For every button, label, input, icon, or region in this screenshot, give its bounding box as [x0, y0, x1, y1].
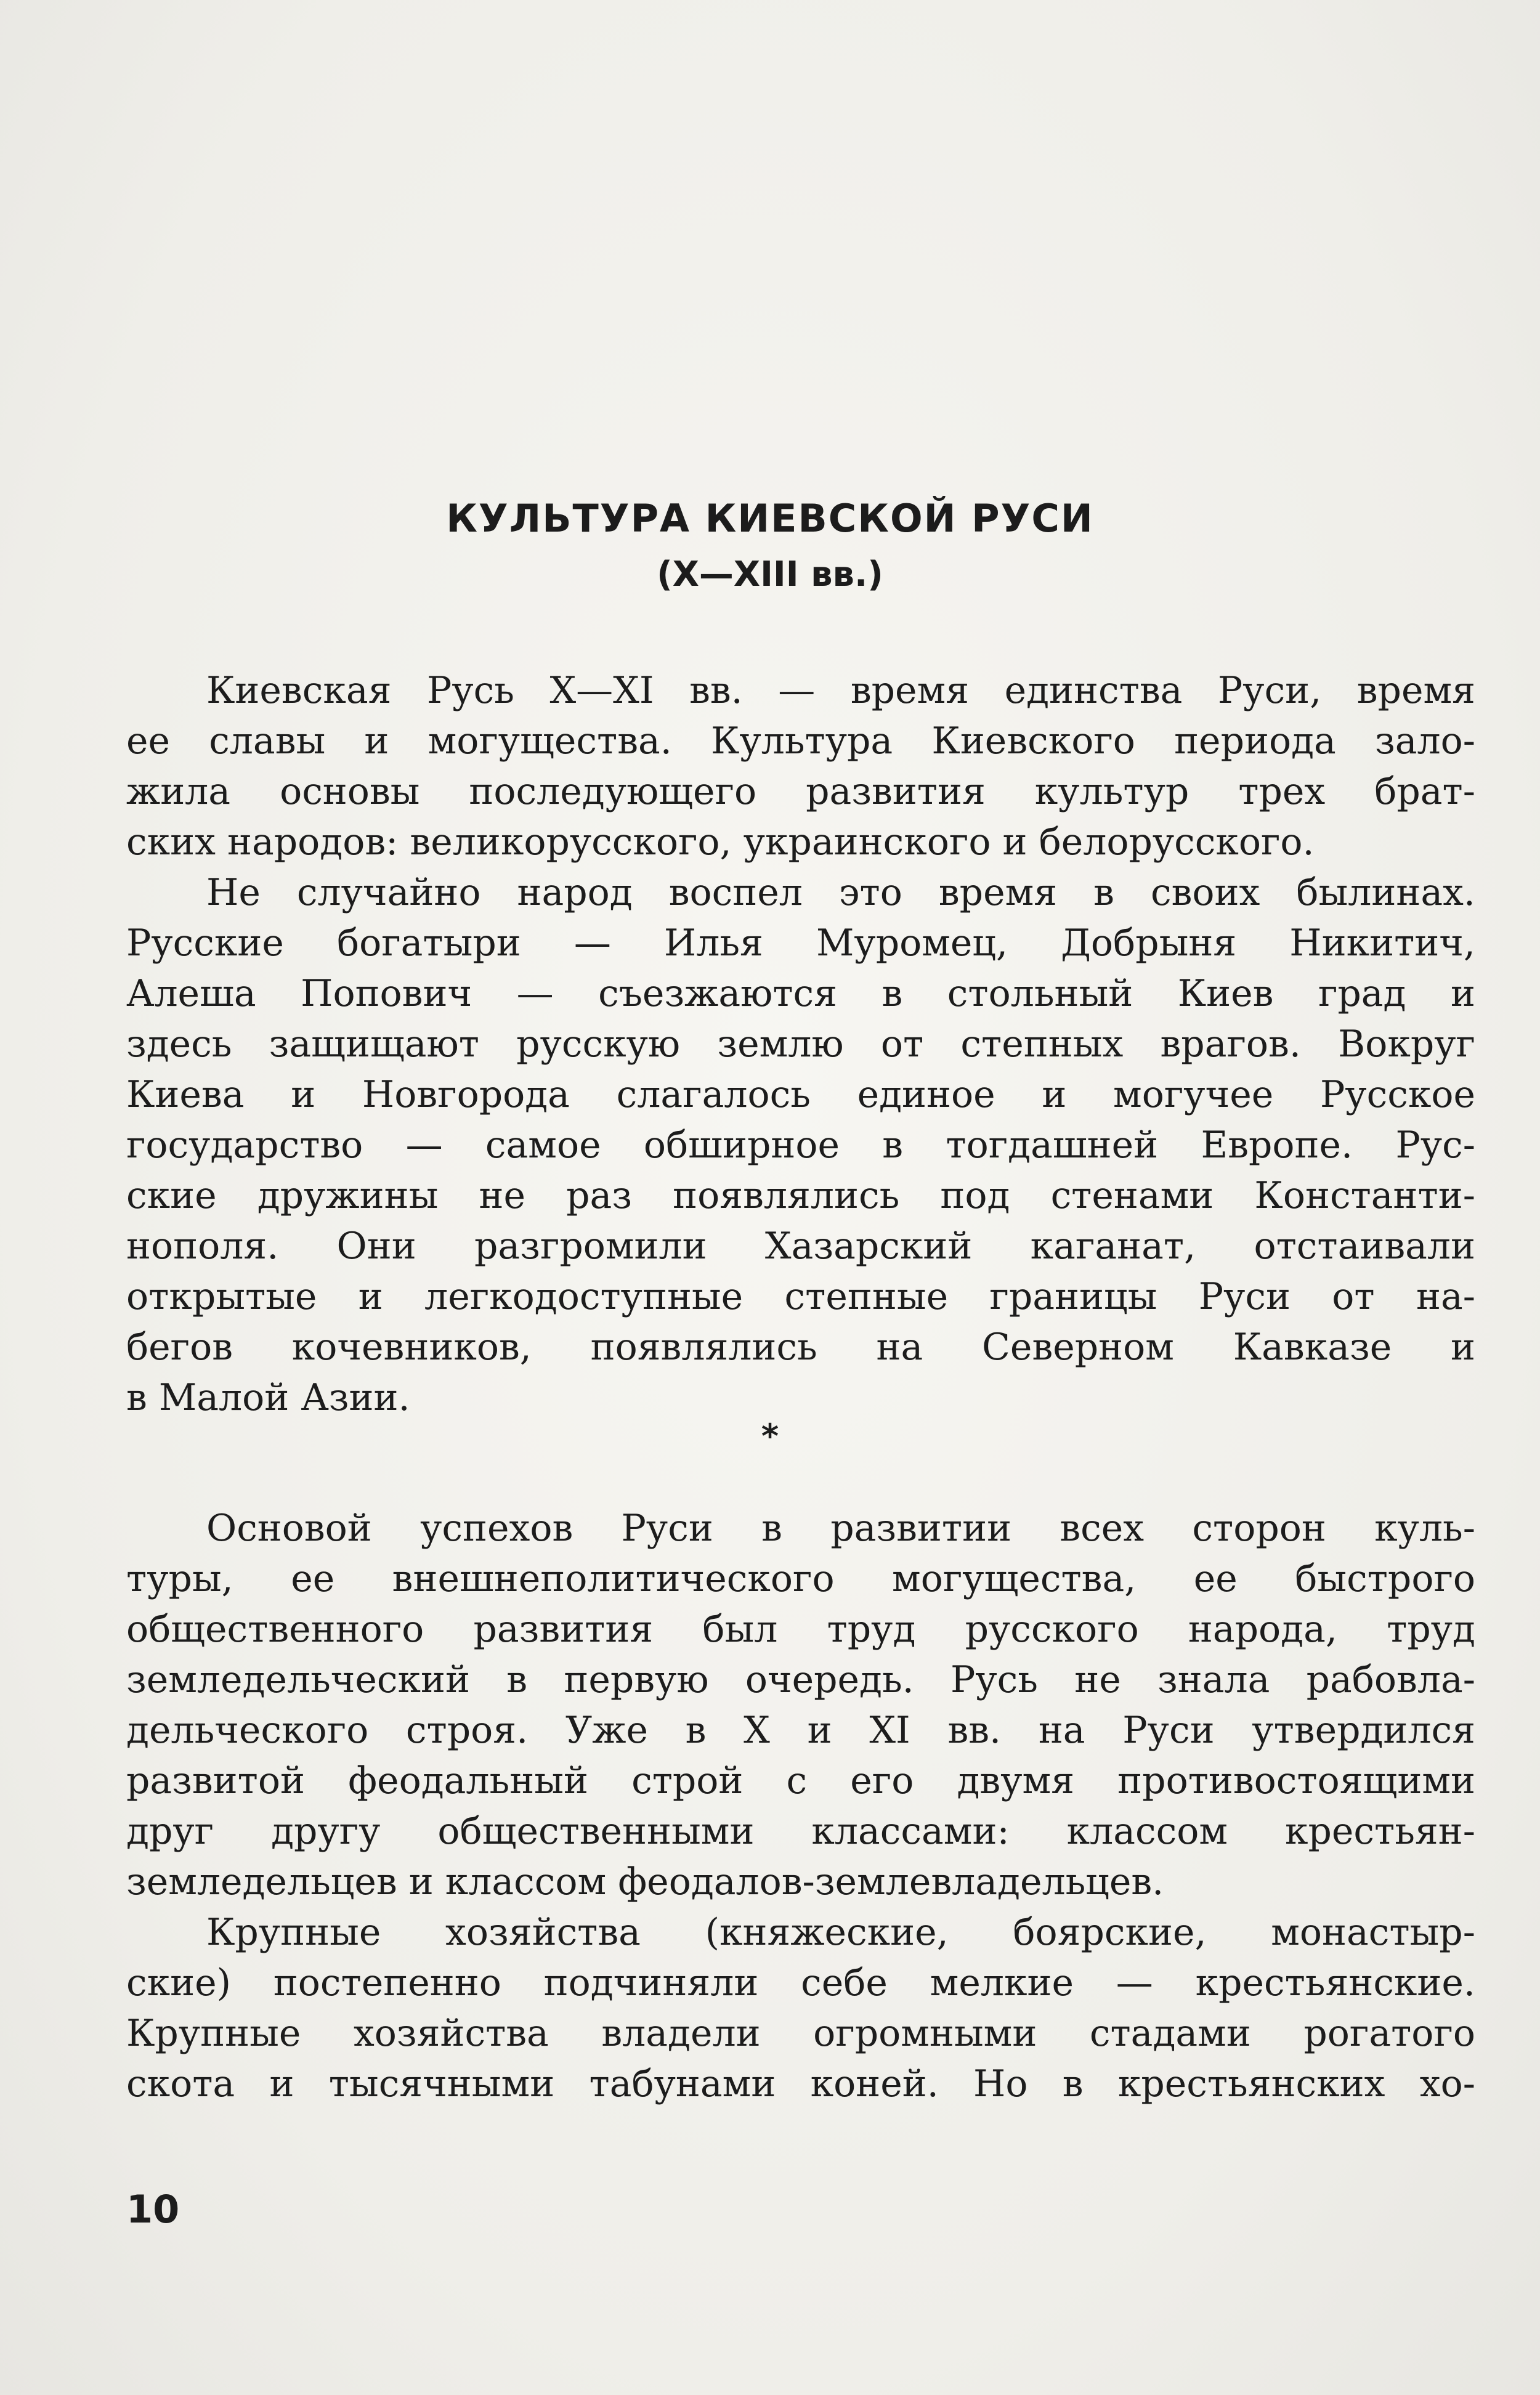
- text-line: Крупные хозяйства владели огромными стадами рогатого: [126, 2012, 1475, 2055]
- text-line: Крупные хозяйства (княжеские, боярские, монастыр-: [206, 1911, 1475, 1954]
- text-block-2: [126, 1503, 1475, 2109]
- text-line: здесь защищают русскую землю от степных врагов. Вокруг: [126, 1023, 1475, 1066]
- text-line: ские дружины не раз появлялись под стенами Константи-: [126, 1174, 1475, 1217]
- text-line: государство — самое обширное в тогдашней Европе. Рус-: [126, 1124, 1475, 1167]
- text-line: ее славы и могущества. Культура Киевского периода зало-: [126, 719, 1475, 763]
- text-line: бегов кочевников, появлялись на Северном Кавказе и: [126, 1326, 1475, 1369]
- text-line: дельческого строя. Уже в X и XI вв. на Руси утвердился: [126, 1709, 1475, 1752]
- text-line: Не случайно народ воспел это время в своих былинах.: [206, 871, 1475, 914]
- text-line: земледельцев и классом феодалов-землевладельцев.: [126, 1860, 1164, 1903]
- text-block-1: [126, 665, 1475, 1423]
- text-line: жила основы последующего развития культур трех брат-: [126, 770, 1475, 813]
- text-line: Основой успехов Руси в развитии всех сторон куль-: [206, 1507, 1475, 1550]
- text-line: Киевская Русь X—XI вв. — время единства Руси, время: [206, 669, 1475, 712]
- text-line: туры, ее внешнеполитического могущества, ее быстрого: [126, 1557, 1475, 1600]
- text-line: земледельческий в первую очередь. Русь не знала рабовла-: [126, 1658, 1475, 1701]
- chapter-subtitle: (X—XIII вв.): [657, 554, 883, 594]
- text-line: открытые и легкодоступные степные границы Руси от на-: [126, 1275, 1475, 1318]
- text-line: Русские богатыри — Илья Муромец, Добрыня Никитич,: [126, 922, 1475, 965]
- text-line: друг другу общественными классами: классом крестьян-: [126, 1810, 1475, 1853]
- text-line: общественного развития был труд русского народа, труд: [126, 1608, 1475, 1651]
- text-line: скота и тысячными табунами коней. Но в крестьянских хо-: [126, 2062, 1475, 2105]
- text-line: нополя. Они разгромили Хазарский каганат, отстаивали: [126, 1225, 1475, 1268]
- section-separator: *: [761, 1417, 779, 1456]
- text-line: Киева и Новгорода слагалось единое и могучее Русское: [126, 1073, 1475, 1116]
- text-line: Алеша Попович — съезжаются в стольный Киев град и: [126, 972, 1475, 1015]
- text-line: ские) постепенно подчиняли себе мелкие — крестьянские.: [126, 1961, 1475, 2004]
- page-number: 10: [126, 2187, 180, 2232]
- text-line: ских народов: великорусского, украинского и белорусского.: [126, 821, 1315, 864]
- text-line: в Малой Азии.: [126, 1376, 410, 1419]
- chapter-title: КУЛЬТУРА КИЕВСКОЙ РУСИ: [446, 496, 1094, 541]
- text-line: развитой феодальный строй с его двумя противостоящими: [126, 1759, 1475, 1802]
